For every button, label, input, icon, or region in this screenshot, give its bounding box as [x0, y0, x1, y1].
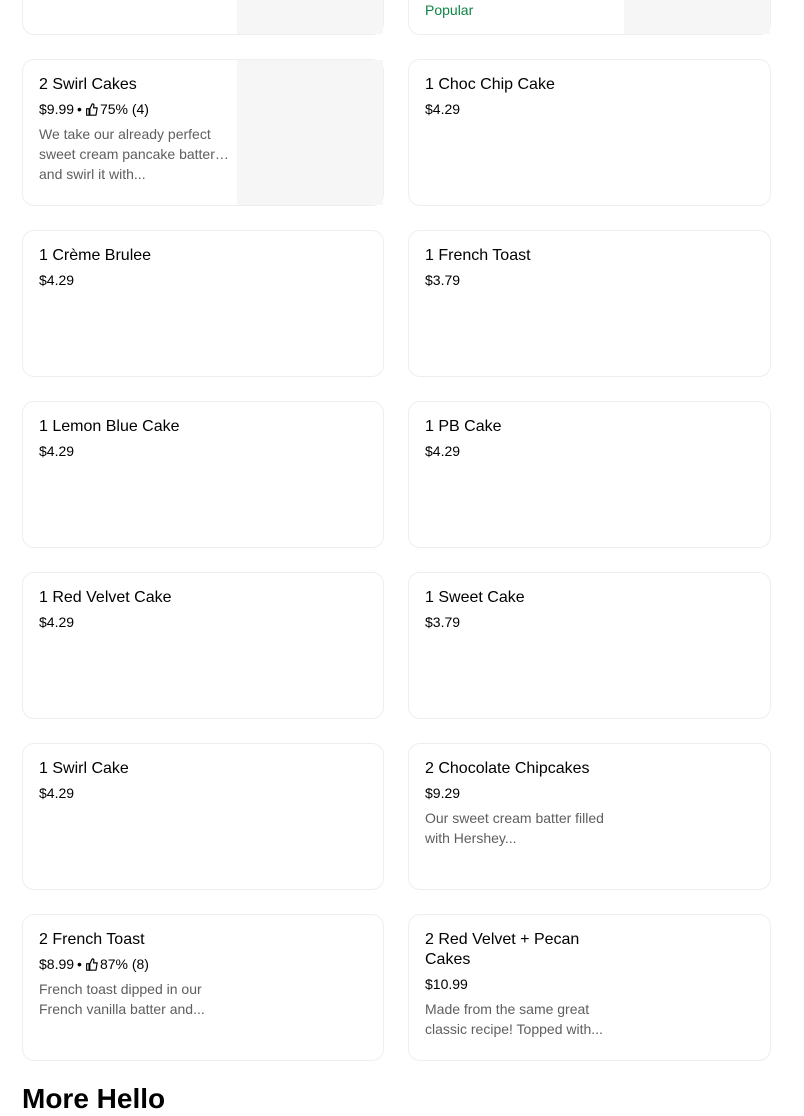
item-rating: 75% (4) — [99, 101, 149, 117]
menu-item-card[interactable] — [22, 0, 384, 35]
item-price: $3.79 — [425, 272, 461, 288]
item-price-row — [425, 271, 615, 289]
item-price-row — [425, 784, 610, 802]
item-price: $9.29 — [425, 785, 461, 801]
item-price-row — [425, 100, 615, 118]
item-description: We take our already perfect sweet cream pancake batter and swirl it with... — [39, 126, 215, 182]
item-image — [624, 0, 770, 34]
thumbs-up-icon — [85, 103, 98, 116]
item-price: $8.99 — [39, 956, 75, 972]
item-price: $3.79 — [425, 614, 461, 630]
item-title: 1 Swirl Cake — [39, 760, 129, 777]
item-title: 1 Red Velvet Cake — [39, 589, 172, 606]
item-image — [237, 60, 383, 205]
menu-item-card[interactable] — [22, 59, 384, 206]
item-price: $4.29 — [39, 785, 75, 801]
item-price: $4.29 — [425, 101, 461, 117]
menu-item-card[interactable] — [22, 914, 384, 1061]
item-price-row — [39, 613, 229, 631]
item-price: $4.29 — [425, 443, 461, 459]
menu-item-card[interactable] — [408, 743, 771, 890]
item-price-row — [425, 975, 610, 993]
menu-item-card[interactable] — [408, 230, 771, 377]
item-price: $4.29 — [39, 614, 75, 630]
menu-item-card[interactable] — [408, 572, 771, 719]
item-rating: 87% (8) — [99, 956, 149, 972]
item-description: Our sweet cream batter filled with Hershey... — [425, 810, 604, 846]
menu-item-card[interactable] — [22, 743, 384, 890]
item-title: 2 Swirl Cakes — [39, 76, 137, 93]
menu-item-card[interactable] — [22, 401, 384, 548]
popular-badge: Popular — [425, 2, 474, 18]
item-title: 1 PB Cake — [425, 418, 502, 435]
item-title: 2 Chocolate Chipcakes — [425, 760, 590, 777]
menu-item-card[interactable] — [408, 59, 771, 206]
item-image — [237, 0, 383, 34]
item-price-row — [39, 100, 229, 118]
item-title: 1 Choc Chip Cake — [425, 76, 555, 93]
menu-item-card[interactable] — [408, 0, 771, 35]
separator-dot: • — [77, 956, 82, 972]
item-price: $4.29 — [39, 272, 75, 288]
separator-dot: • — [77, 101, 82, 117]
menu-item-card[interactable] — [22, 572, 384, 719]
item-description: French toast dipped in our French vanilla batter and... — [39, 981, 205, 1017]
menu-item-card[interactable] — [408, 401, 771, 548]
item-price-row — [39, 442, 229, 460]
item-price-row — [425, 442, 615, 460]
item-title: 1 Crème Brulee — [39, 247, 152, 264]
item-price-row — [425, 613, 615, 631]
item-title: 2 French Toast — [39, 931, 145, 948]
item-description: Made from the same great classic recipe! Topped with... — [425, 1001, 603, 1037]
item-price-row — [39, 955, 229, 973]
item-price: $10.99 — [425, 976, 468, 992]
item-price-row — [39, 271, 229, 289]
item-price: $4.29 — [39, 443, 75, 459]
section-heading: More Hello — [22, 1083, 166, 1114]
item-title: 2 Red Velvet + Pecan Cakes — [425, 931, 580, 968]
item-price-row — [39, 784, 229, 802]
item-title: 1 Sweet Cake — [425, 589, 525, 606]
menu-item-card[interactable] — [408, 914, 771, 1061]
thumbs-up-icon — [85, 958, 98, 971]
item-title: 1 Lemon Blue Cake — [39, 418, 180, 435]
item-title: 1 French Toast — [425, 247, 531, 264]
menu-item-card[interactable] — [22, 230, 384, 377]
item-price: $9.99 — [39, 101, 75, 117]
